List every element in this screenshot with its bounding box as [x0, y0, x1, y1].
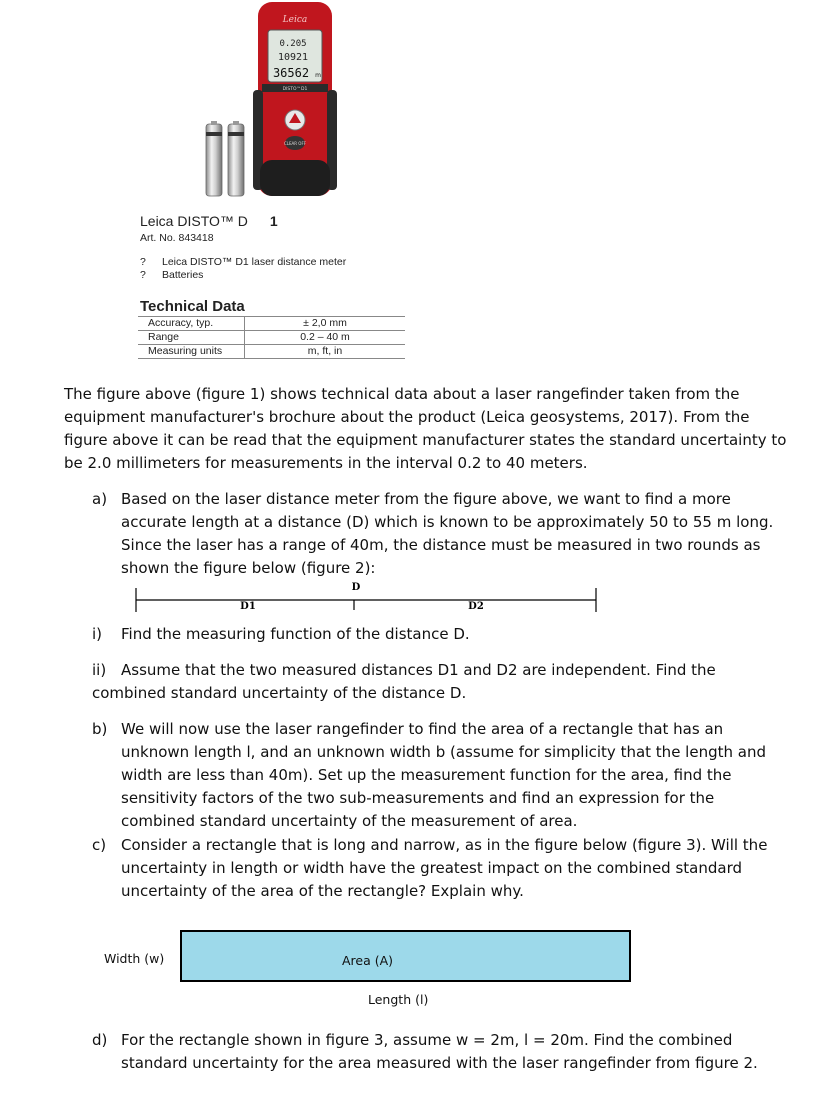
- table-row: [138, 345, 405, 359]
- device-display-line1: 0.205: [279, 39, 307, 49]
- device-brand-text: Leica: [282, 15, 308, 25]
- product-title-name: Leica DISTO™ D: [140, 213, 248, 229]
- question-text: Find the measuring function of the distance D.: [121, 625, 470, 643]
- question-text: Consider a rectangle that is long and narrow, as in the figure below (figure 3). Will the uncertainty in length or width have the greatest impact on the combined standard uncertainty of the area of the rectangle? Explain why.: [121, 836, 768, 900]
- figure-3-rectangle: [180, 930, 631, 982]
- package-item: [140, 256, 346, 268]
- package-item-label: Batteries: [162, 269, 204, 281]
- question-marker: ii): [92, 661, 107, 679]
- figure-2-distance-diagram: [128, 580, 608, 620]
- question-a-i: [92, 623, 792, 646]
- technical-data-title: Technical Data: [140, 298, 245, 315]
- package-item-marker: ?: [140, 269, 146, 281]
- device-display-line3: 36562: [272, 66, 310, 80]
- device-clear-button-label: CLEAR OFF: [283, 141, 307, 146]
- row-label: Range: [138, 331, 245, 345]
- question-text: Based on the laser distance meter from the figure above, we want to find a more accurate length at a distance (D) which is known to be approximately 50 to 55 m long. Since the laser has a range of 40m, the distance must be measured in two rounds as shown the figure below (figure 2):: [121, 490, 774, 577]
- label-d1: D1: [240, 601, 256, 612]
- figure3-area-label: Area (A): [342, 953, 394, 968]
- technical-data-table: [138, 316, 405, 359]
- question-marker: a): [92, 490, 108, 508]
- package-item-label: Leica DISTO™ D1 laser distance meter: [162, 256, 347, 268]
- question-marker: c): [92, 836, 107, 854]
- question-a-ii: [92, 659, 792, 705]
- question-marker: b): [92, 720, 108, 738]
- laser-meter-device-image: [250, 0, 340, 200]
- label-d2: D2: [468, 601, 484, 612]
- product-title: [140, 213, 278, 229]
- article-number: Art. No. 843418: [140, 232, 214, 244]
- question-c: [92, 834, 792, 903]
- package-item-marker: ?: [140, 256, 146, 268]
- row-label: Measuring units: [138, 345, 245, 359]
- device-display-unit: m: [315, 72, 321, 79]
- product-title-number: 1: [269, 213, 278, 229]
- question-text: We will now use the laser rangefinder to find the area of a rectangle that has an unknown length l, and an unknown width b (assume for simplicity that the length and width are less than 40m). Set up the measurement function for the area, find the sensitivity factors of the two sub-measurements and find an expression for the combined standard uncertainty of the measurement of area.: [121, 720, 766, 830]
- question-b: [92, 718, 792, 833]
- row-label: Accuracy, typ.: [138, 317, 245, 331]
- table-row: [138, 331, 405, 345]
- intro-paragraph: The figure above (figure 1) shows technical data about a laser rangefinder taken from the equipment manufacturer's brochure about the product (Leica geosystems, 2017). From the figure above it can be read that the equipment manufacturer states the standard uncertainty to be 2.0 millimeters for measurements in the interval 0.2 to 40 meters.: [64, 385, 787, 472]
- row-value: m, ft, in: [245, 345, 406, 359]
- figure3-width-label: Width (w): [104, 951, 165, 966]
- device-display-line2: 10921: [277, 52, 309, 63]
- package-item: [140, 269, 203, 281]
- device-model-label: DISTO™D1: [282, 87, 308, 92]
- table-row: [138, 317, 405, 331]
- label-d: D: [351, 582, 361, 593]
- question-a: [92, 488, 792, 580]
- question-marker: i): [92, 625, 103, 643]
- question-text: Assume that the two measured distances D1 and D2 are independent. Find the combined standard uncertainty of the distance D.: [92, 661, 716, 702]
- row-value: 0.2 – 40 m: [245, 331, 406, 345]
- question-text: For the rectangle shown in figure 3, assume w = 2m, l = 20m. Find the combined standard uncertainty for the area measured with the laser rangefinder from figure 2.: [121, 1031, 758, 1072]
- row-value: ± 2,0 mm: [245, 317, 406, 331]
- figure-1-brochure: [0, 0, 819, 370]
- question-d: [92, 1029, 792, 1075]
- figure3-length-label: Length (l): [368, 992, 429, 1007]
- batteries-image: [200, 120, 252, 198]
- question-marker: d): [92, 1031, 108, 1049]
